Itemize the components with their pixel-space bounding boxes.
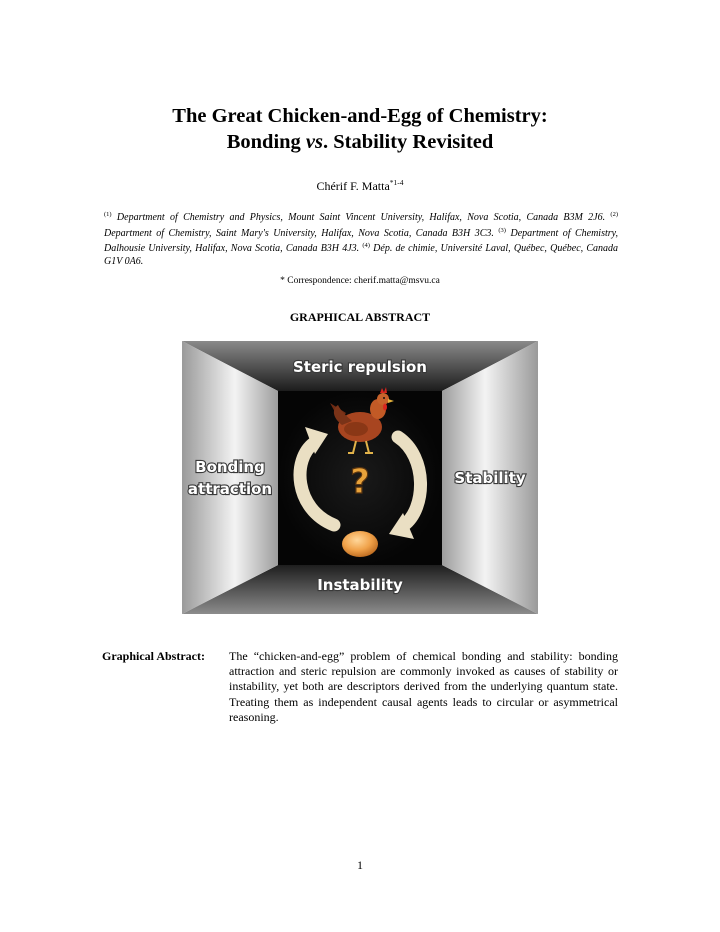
affiliation-1: Department of Chemistry and Physics, Mount Saint Vincent University, Halifax, Nova Scotia, Canada B3M 2J6. [116,212,606,223]
graphical-abstract-figure [182,341,538,614]
label-bonding: Bonding [195,458,265,476]
egg-icon [342,531,378,557]
page-number: 1 [357,858,363,872]
title-line-2: Bonding vs. Stability Revisited [226,131,494,153]
graphical-abstract-heading: GRAPHICAL ABSTRACT [289,310,431,324]
label-attraction: attraction [187,480,273,498]
paper-title [60,103,660,155]
label-instability: Instability [317,576,403,594]
author-name: Chérif F. Matta [316,179,390,193]
affiliation-4: Dép. de chimie, Université Laval, Québec, Québec, Canada G1V 0A6. [104,243,619,267]
title-line-1: The Great Chicken-and-Egg of Chemistry: [172,105,548,127]
question-mark: ? [350,462,370,502]
caption-text: The “chicken-and-egg” problem of chemical bonding and stability: bonding attraction and steric repulsion are commonly invoked as causes of stability or instability, yet both are descriptors derived from the underlying quantum state. Treating them as independent causal agents leads to circular or asymmetrical reasoning. [229,649,618,724]
correspondence: * Correspondence: cherif.matta@msvu.ca [280,276,440,286]
label-stability: Stability [454,469,526,487]
author-line [0,178,720,194]
affiliation-2: Department of Chemistry, Saint Mary's University, Halifax, Nova Scotia, Canada B3H 3C3. [104,227,494,239]
affiliation-3: Department of Chemistry, Dalhousie University, Halifax, Nova Scotia, Canada B3H 4J3. [104,227,619,255]
affiliations: $^{(1)}$ Department of Chemistry and Physics, Mount Saint Vincent University, Halifax, Nova Scotia, Canada B3M 2J6. $^{(2)}$ Department of Chemistry, Saint Mary's University, Halifax, Nova Scotia, Canada B3H 3C3. $^{(3)}$ Department of Chemistry, Dalhousie University, Halifax, Nova Scotia, Canada B3H 4J3. $^{(4)}$ Dép. de chimie, Université Laval, Québec, Québec, Canada G1V 0A6. [104,211,619,267]
label-steric-repulsion: Steric repulsion [293,358,427,376]
author-mark: *1-4 [389,178,404,187]
caption-label: Graphical Abstract: [102,649,205,663]
